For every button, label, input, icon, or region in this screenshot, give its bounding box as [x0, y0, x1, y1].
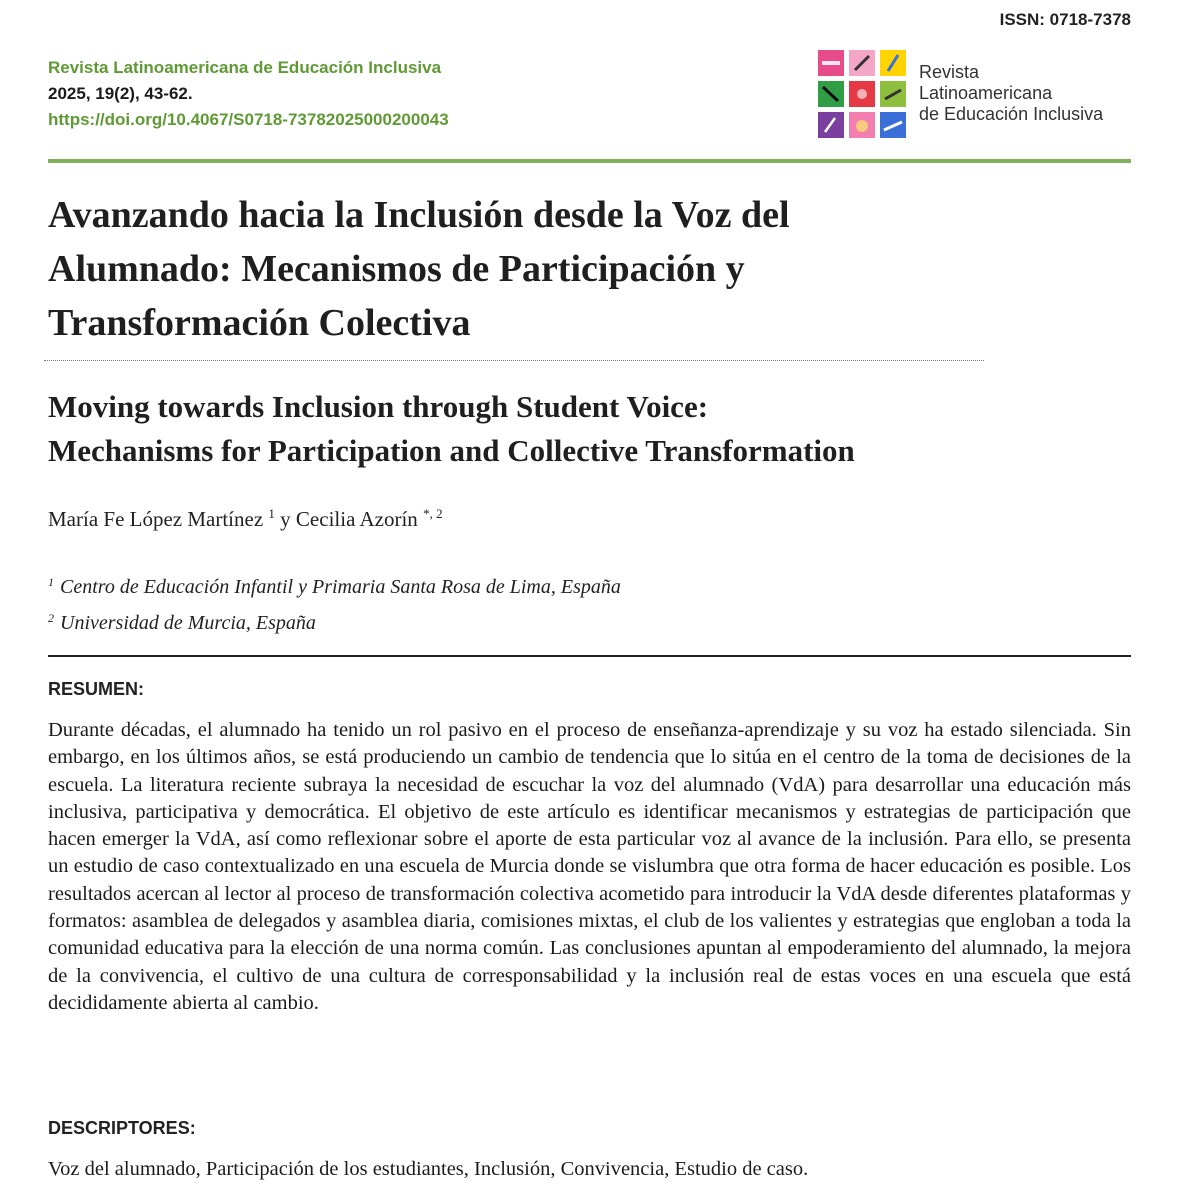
doi-link[interactable]: https://doi.org/10.4067/S0718-73782025000200043 [48, 110, 449, 129]
title-en-line-2: Mechanisms for Participation and Collective Transformation [48, 433, 855, 468]
author-1-name: María Fe López Martínez [48, 507, 264, 531]
title-separator [44, 360, 984, 361]
descriptors-heading: DESCRIPTORES: [48, 1118, 196, 1138]
affiliation-2-text: Universidad de Murcia, España [60, 612, 316, 634]
title-es-line-1: Avanzando hacia la Inclusión desde la Voz del [48, 194, 790, 236]
pen-tile-icon [849, 50, 875, 76]
quill-tile-icon [818, 112, 844, 138]
issn: ISSN: 0718-7378 [999, 10, 1131, 29]
descriptors-text: Voz del alumnado, Participación de los estudiantes, Inclusión, Convivencia, Estudio de caso. [48, 1158, 809, 1180]
section-divider [48, 655, 1131, 657]
hand-tile-icon [849, 112, 875, 138]
affiliation-1-text: Centro de Educación Infantil y Primaria Santa Rosa de Lima, España [60, 576, 621, 598]
author-list [48, 506, 443, 532]
abstract-text: Durante décadas, el alumnado ha tenido un rol pasivo en el proceso de enseñanza-aprendizaje y su voz ha estado silenciada. Sin embargo, en los últimos años, se está produciendo un cambio de tendencia que lo sitúa en el centro de la toma de decisiones de la escuela. La literatura reciente subraya la necesidad de escuchar la voz del alumnado (VdA) para desarrollar una educación más inclusiva, participativa y democrática. El objetivo de este artículo es identificar mecanismos y estrategias de participación que hacen emerger la VdA, así como reflexionar sobre el aporte de esta particular voz al avance de la inclusión. Para ello, se presenta un estudio de caso contextualizado en una escuela de Murcia donde se vislumbra que otra forma de hacer educación es posible. Los resultados acercan al lector al proceso de transformación colectiva acometido para introducir la VdA desde diferentes plataformas y formatos: asamblea de delegados y asamblea diaria, comisiones mixtas, el club de los valientes y estrategias que engloban a toda la comunidad educativa para la elección de una norma común. Las conclusiones apuntan al empoderamiento del alumnado, la mejora de la convivencia, el cultivo de una cultura de corresponsabilidad y la inclusión real de estas voces en una escuela que está decididamente abierta al cambio. [48, 719, 1131, 1014]
logo-tile-grid [818, 50, 910, 138]
header-divider [48, 159, 1131, 163]
ruler-tile-icon [880, 112, 906, 138]
logo-line-3: de Educación Inclusiva [919, 104, 1104, 124]
title-es-line-2: Alumnado: Mecanismos de Participación y [48, 248, 745, 290]
marker-tile-icon [818, 81, 844, 107]
logo-line-2: Latinoamericana [919, 83, 1053, 103]
author-2-affil: *, 2 [423, 506, 443, 521]
journal-name: Revista Latinoamericana de Educación Inclusiva [48, 58, 442, 77]
affiliations [48, 567, 621, 639]
volume-pages: 2025, 19(2), 43-62. [48, 84, 193, 103]
pencil-tile-icon [880, 50, 906, 76]
author-1-affil: 1 [268, 506, 275, 521]
affiliation-2-number: 2 [48, 611, 54, 625]
affiliation-1-number: 1 [48, 575, 54, 589]
journal-info [48, 55, 449, 133]
affiliation-2 [48, 603, 621, 639]
title-es-line-3: Transformación Colectiva [48, 302, 471, 344]
title-spanish [48, 188, 1048, 350]
affiliation-1 [48, 567, 621, 603]
chalk-tile-icon [880, 81, 906, 107]
brush-tile-icon [849, 81, 875, 107]
logo-text [919, 62, 1103, 125]
title-en-line-1: Moving towards Inclusion through Student Voice: [48, 389, 709, 424]
abstract-heading: RESUMEN: [48, 679, 145, 699]
title-english [48, 385, 1048, 473]
journal-logo [818, 50, 1138, 140]
author-2-name: Cecilia Azorín [295, 507, 418, 531]
author-connector: y [280, 507, 291, 531]
logo-line-1: Revista [919, 62, 980, 82]
crayon-tile-icon [818, 50, 844, 76]
